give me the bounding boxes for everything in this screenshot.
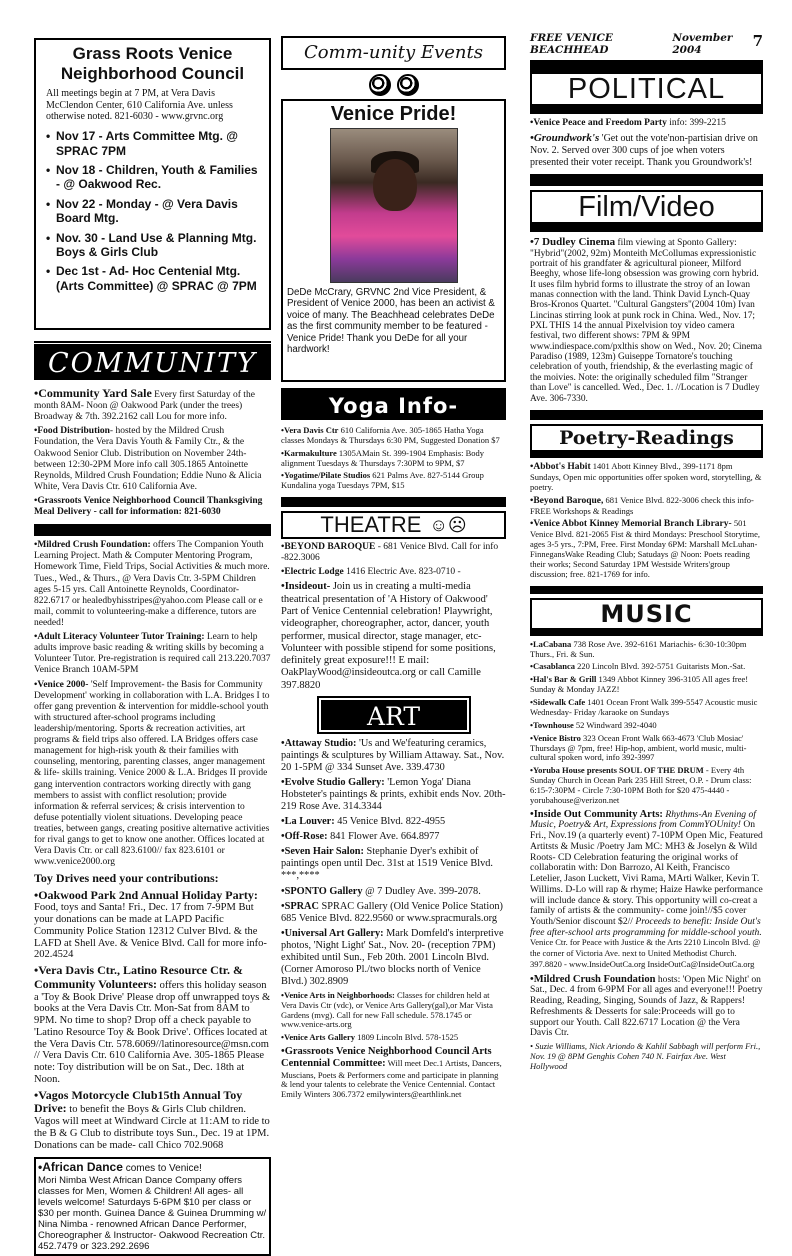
theatre-heading: THEATRE ☺☹ — [281, 511, 506, 539]
divider-bar — [530, 586, 763, 594]
grassroots-item: • Nov 22 - Monday - @ Vera Davis Board Mtg. — [46, 196, 238, 226]
music-item: • Hal's Bar & Grill 1349 Abbot Kinney 396-3105 All ages free! Sunday & Monday JAZZ! — [530, 675, 763, 695]
grassroots-title: Grass Roots Venice Neighborhood Council — [60, 44, 245, 84]
art-item: • Evolve Studio Gallery: 'Lemon Yoga' Diana Hobsteter's paintings & prints, exhibit ends Nov. 20th- 219 Rose Ave. 314.3344 — [281, 777, 506, 813]
art-item: • Grassroots Venice Neighborhood Council Arts Centennial Committee: Will meet Dec.1 Artists, Dancers, Muscians, Poets & Performers come and participate in planning & lend your talents to celebrate the Venice Centennial. Contact Emily Winters 306.7372 emilywinters@earthlink.net — [281, 1046, 506, 1100]
divider-bar — [34, 524, 271, 536]
middle-column — [281, 0, 506, 1224]
community-item: • Food Distribution- hosted by the Mildred Crush Foundation, the Vera Davis Youth & Family Ctr., & the Oakwood Senior Club. Distribution on November 24th-between 12:30-2PM More info call 305.1865 Antoinette Reynolds, Mildred Crush Foundation; Eddie Nuno & Alicia White, Vera Davis Ctr. 610 California Ave. — [34, 426, 271, 493]
music-item: • Sidewalk Cafe 1401 Ocean Front Walk 399-5547 Acoustic music Wednesday- Friday /karaoke on Sundays — [530, 698, 763, 718]
community-item: • Grassroots Venice Neighborhood Council Thanksgiving Meal Delivery - call for information: 821-6030 — [34, 496, 271, 518]
divider-bar — [530, 630, 763, 636]
insideout-item: • Inside Out Community Arts: Rhythms-An Evening of Music, Poetry& Art, Expressions from CommYOUnity! On Fri., Nov.19 (a quarterly event) 7-10PM Open Mic, Featured Artitsts & Music /Poetry Jam MC: MH3 & Joselyn & Wild Roots- CD Celebration featuring the original works of collaboratin with: Don Barrozo, Al Keith, Francisco Letelier, Jason Luckett, Vivi Rama, MArti Walker, Kevin T. Willims. D-Lo will rap & rhyme; Haize Hawke performance will include dance & story. This opportunity will co-creat a family of artists & the community- come join!//$5 cover Youth/Senior discount $2// Proceeds to benefit: Inside Out's free after-school arts programming for middle-school youth. Venice Ctr. for Peace with Justice & the Arts 2210 Lincoln Blvd. @ the corner of Victoria Ave. next to United Methodist Church. 397.8820 - www.InsideOutCa.org InsideOutCa@InsideOutCa.org — [530, 809, 763, 971]
community-list — [34, 386, 271, 1256]
yoga-item: • Karmakulture 1305AMain St. 399-1904 Emphasis: Body alignment Tuesdays & Thursdays 7:30PM to 9PM, $7 — [281, 449, 506, 469]
venice-pride-title: Venice Pride! — [330, 103, 457, 125]
suzie-williams-item: • Suzie Williams, Nick Ariondo & Kahlil Sabbagh will perform Fri., Nov. 19 @ 8PM Genghis Cohen 740 N. Fairfax Ave. West Hollywood — [530, 1041, 761, 1071]
political-item: • Venice Peace and Freedom Party info: 399-2215 — [530, 118, 763, 129]
yoga-heading: Yoga Info- — [281, 388, 506, 420]
art-item: • Venice Arts Gallery 1809 Lincoln Blvd. 578-1525 — [281, 1033, 506, 1043]
grassroots-item: • Nov 18 - Children, Youth & Families - @ Oakwood Rec. — [46, 162, 258, 192]
art-item: • SPRAC SPRAC Gallery (Old Venice Police Station) 685 Venice Blvd. 822.9560 or www.spracmurals.org — [281, 901, 506, 925]
divider-bar — [530, 452, 763, 458]
grassroots-item: • Nov. 30 - Land Use & Planning Mtg. Boys & Girls Club — [46, 230, 257, 259]
grassroots-item: • Dec 1st - Ad- Hoc Centenial Mtg. (Arts Committee) @ SPRAC @ 7PM — [46, 264, 257, 293]
dede-photo — [330, 128, 458, 283]
art-list — [281, 738, 506, 1100]
globe-icons — [281, 74, 506, 96]
poetry-item: • Venice Abbot Kinney Memorial Branch Library- 501 Venice Blvd. 821-2065 Fist & third Mondays: Preschool Storytime, ages 3-5 yrs., 7:PM, Free. First Monday 6PM: Marshall McLuhan-FinnegansWake Reading Club; Satudays @ Noon: Poets reading their works; Second Saturday 1PM Westside Writers'group discussion; free. 821-1769 for info. — [530, 519, 763, 579]
community-item: • Adult Literacy Volunteer Tutor Training: Learn to help adults improve basic reading & writing skills by becoming a Volunteer Tutor. Pre-registration is required call 213.220.7037 Venice Branch 10AM-5PM — [34, 632, 271, 676]
music-item: • Venice Bistro 323 Ocean Front Walk 663-4673 'Club Mosiac' Thursdays @ 7pm, free! Hip-hop, ambient, world music, multi-cultural spoken word, info 392-3997 — [530, 734, 763, 764]
toy-drive-heading: Toy Drives need your contributions: — [34, 871, 219, 886]
masthead — [530, 32, 763, 56]
yoga-item: • Yogatime/Pilate Studios 621 Palms Ave. 827-5144 Group Kundalina yoga Tuesdays 7PM, $15 — [281, 471, 506, 491]
divider-bar — [530, 174, 763, 186]
art-item: • SPONTO Gallery @ 7 Dudley Ave. 399-2078. — [281, 886, 506, 898]
art-item: • Off-Rose: 841 Flower Ave. 664.8977 — [281, 831, 506, 843]
yoga-list — [281, 426, 506, 491]
right-column — [530, 0, 763, 1224]
art-item: • Venice Arts in Neighborhoods: Classes for children held at Vera Davis Ctr (vdc), or Venice Arts Gallery(gal),or Mar Vista Gardens (mvg). Call for new Fall schedule. 578.1745 or www.venice-arts.org — [281, 991, 506, 1030]
globe-icon — [397, 74, 419, 96]
music-item: • Townhouse 52 Windward 392-4040 — [530, 721, 763, 731]
left-column — [34, 0, 271, 1253]
community-heading: COMMUNITY — [34, 340, 271, 380]
film-item: • 7 Dudley Cinema film viewing at Sponto Gallery: "Hybrid"(2002, 92m) Monteith McCollumas expressionistic portrait of his grandfater & agricultural pioneer, Milford Beeghy, whose life-long obsession was growing corn hybrid. It uses film hybrid forms to illustrate the stroy of an Iowan manas connection with the land. Think David Lynch-Quay Bros-Kronos Quartet. "Cultural Gangsters"(2004 10m) Ivan Lincinas stirring look at punk rock in China. Wed., Nov. 17; PXL THIS 14 the annual Pixelvision toy video camera festival, two different shows: 7PM & 9PM www.indiespace.com/pxlthis show on Wed., Nov. 20; Cinema Paradiso (1989, 123m) Guiseppe Tornatore's touching celebration of youth, friendship, & the everlasting magic of the moivies. Note: the originally scheduled film "Stranger than Love" is cancelled. Wed., Dec. 1. //Location is 7 Dudley Ave. 306-7330. — [530, 236, 763, 404]
globe-icon — [369, 74, 391, 96]
events-heading: Comm-unity Events — [281, 36, 506, 70]
african-dance-box: • African Dance comes to Venice! Mori Nimba West African Dance Company offers classes for Men, Women & Children! All ages- all levels welcome! Saturdays 5-6PM $10 per class or $30 per month. Guinea Dance & Guinea Drumming w/ Nina Nimba - renowned African Dance Performer, Choreographer & Instructor- Oakwood Recreation Ctr. 452.7479 or 323.292.2696 — [34, 1157, 271, 1256]
mildred-open-mic-item: • Mildred Crush Foundation hosts: 'Open Mic Night' on Sat., Dec. 4 from 6-9PM For all ages and everyone!!! Poetry Reading, Reading, Singing, Sounds of Jazz, & Rappers! Refreshments & Desserts for sale:Proceeds will go to support our Youth. Call 822.6717 Location @ the Vera Davis Ctr. — [530, 974, 763, 1039]
music-heading: MUSIC — [530, 598, 763, 630]
political-heading: POLITICAL — [530, 72, 763, 106]
page-number: 7 — [752, 32, 763, 50]
issue-date: November 2004 — [672, 32, 733, 56]
community-item: • Community Yard Sale Every first Saturday of the month 8AM- Noon @ Oakwood Park (under the trees) Broadway & 7th. 392.2162 call Lou for more info. — [34, 386, 271, 423]
art-item: • Universal Art Gallery: Mark Domfeld's interpretive photos, 'Night Light' Sat., Nov. 20- (reception 7PM) exhibited until Sun., Feb 20th. 2001 Lincoln Blvd. (Corner Amoroso Pl./two blocks north of Venice Blvd.) 302.8909 — [281, 928, 506, 988]
music-list — [530, 640, 763, 1072]
theatre-masks-icon: ☺☹ — [429, 515, 467, 536]
toy-drive-item: • Vera Davis Ctr., Latino Resource Ctr. & Community Volunteers: offers this holiday season a 'Toy & Book Drive' Please drop off unwrapped toys & books at the Vera Davis Ctr. Mon-Sat from 8AM to 9PM. No time to shop? Drop off a check payable to 'Latino Resource Toy & Book Drive'. Offices located at the Vera Davis Ctr. 578.6069//latinoresource@msn.com // Vera Davis Ctr. 610 California Ave. 305-1865 Please note: Toy distribution will be on Sat., Dec. 18th at Noon. — [34, 964, 271, 1086]
art-item: • Attaway Studio: 'Us and We'featuring ceramics, paintings & sculptures by William Attaway. Sat., Nov. 20 1-5PM @ 334 Sunset Ave. 339.4730 — [281, 738, 506, 774]
divider-bar — [281, 497, 506, 507]
theatre-item: • Insideout- Join us in creating a multi-media theatrical presentation of 'A History of Oakwood' Part of Venice Centennial celebration! Playwright, videographer, choreographer, actor, dancer, youth performer, musical director, stage manager, etc- Volunteer with possible stipend for some positions, definitely great exposure!!! E mail: OakPlayWood@insideoutca.org or call Camille 397.8820 — [281, 581, 506, 692]
theatre-item: • Electric Lodge 1416 Electric Ave. 823-0710 - — [281, 567, 506, 578]
divider-bar — [530, 224, 763, 232]
divider-bar — [530, 60, 763, 72]
film-heading: Film/Video — [530, 190, 763, 224]
theatre-item: • BEYOND BAROQUE - 681 Venice Blvd. Call for info -822.3006 — [281, 542, 506, 564]
grassroots-item: • Nov 17 - Arts Committee Mtg. @ SPRAC 7PM — [46, 129, 238, 158]
music-item: • Casablanca 220 Lincoln Blvd. 392-5751 Guitarists Mon.-Sat. — [530, 662, 763, 672]
divider-bar — [530, 106, 763, 114]
poetry-item: • Beyond Baroque, 681 Venice Blvd. 822-3006 check this info- FREE Workshops & Readings — [530, 496, 763, 517]
art-heading: ART — [319, 698, 469, 732]
african-dance-text: Mori Nimba West African Dance Company offers classes for Men, Women & Children! All ages- all levels welcome! Saturdays 5-6PM $10 per class or $30 per month. Guinea Dance & Guinea Drumming w/ Nina Nimba - renowned African Dance Performer, Choreographer & Instructor- Oakwood Recreation Ctr. 452.7479 or 323.292.2696 — [38, 1175, 267, 1253]
theatre-list — [281, 542, 506, 692]
political-item: • Groundwork's 'Get out the vote'non-partisian drive on Nov. 2. Served over 300 cups of joe when voters presented their voter receipt. Thank you Groundwork's! — [530, 132, 763, 168]
art-item: • La Louver: 45 Venice Blvd. 822-4955 — [281, 816, 506, 828]
poetry-item: • Abbot's Habit 1401 Abott Kinney Blvd., 399-1171 8pm Sundays, Open mic opportunities offer spoken word, storytelling, & poetry. — [530, 462, 763, 493]
venice-pride-caption: DeDe McCrary, GRVNC 2nd Vice President, & President of Venice 2000, has been an activist & voice of many. The Beachhead celebrates DeDe as the first community member to be featured - Venice Pride! Thank you DeDe for all your hardwork! — [287, 287, 495, 356]
poetry-heading: Poetry-Readings — [530, 424, 763, 452]
yoga-item: • Vera Davis Ctr 610 California Ave. 305-1865 Hatha Yoga classes Mondays & Thursdays 6:30 PM, Suggested Donation $7 — [281, 426, 506, 446]
grassroots-intro: All meetings begin at 7 PM, at Vera Davis McClendon Center, 610 California Ave. unless otherwise noted. 821-6030 - www.grvnc.org — [46, 87, 233, 123]
toy-drive-item: • Oakwood Park 2nd Annual Holiday Party: Food, toys and Santa! Fri., Dec. 17 from 7-9PM But your donations can be made at LAPD Pacific Community Police Station 12312 Culver Blvd. & the LAFD at Shell Ave. & Venice Blvd. Call for more info- 202.4524 — [34, 889, 271, 962]
community-item: • Venice 2000- 'Self Improvement- the Basis for Community Development' working in collaboration with L.A. Bridges I to offer gang prevention & intervention for middle-school youth with structured after-school programs including leadership/mentoring. Sports & recreation activities, art programs & field trips also offered. LA Bridges offers case management for high-risk youth & their families with counseling, mentoring, parenting classes, anger management & life- skills training. Venice 2000 & L.A. Bridges II provide gang intervention contractors working directly with gang members to assist with conflict resolution; provide information & referral services; & crisis intervention to defuse potentially violent situations. Developing peace treaties, between gangs, creating positive alternative activities for rival gangs to get to know one another. Offices located at Vera Davis Ctr. or call 823.6100// fax 823.6101 or www.venice2000.org — [34, 680, 271, 869]
grassroots-box — [34, 38, 271, 330]
paper-name: FREE VENICE BEACHHEAD — [530, 32, 613, 56]
divider-bar — [530, 410, 763, 420]
music-item: • Yoruba House presents SOUL OF THE DRUM - Every 4th Sunday Church in Ocean Park 235 Hill Street, O.P. - Drum class: 6:15-7:30PM - Circle 7:30-10PM Both for $20 475-4440 - yorubahouse@verizon.net — [530, 766, 763, 805]
music-item: • LaCabana 738 Rose Ave. 392-6161 Mariachis- 6:30-10:30pm Thurs., Fri. & Sun. — [530, 640, 763, 660]
art-item: • Seven Hair Salon: Stephanie Dyer's exhibit of paintings open until Dec. 31st at 1519 Venice Blvd. ***,**** — [281, 846, 506, 882]
toy-drive-item: • Vagos Motorcycle Club15th Annual Toy Drive: to benefit the Boys & Girls Club children. Vagos will meet at Windward Circle at 11:AM to ride to the B & G Club to distribute toys Sun., Dec. 19 at 1PM. Donations can be made- call Chico 702.9068 — [34, 1089, 271, 1152]
venice-pride-box — [281, 99, 506, 382]
community-item: • Mildred Crush Foundation: offers The Companion Youth Learning Project. Math & Computer Mentoring Program, Homework Time, Field Trips, Social Activities & much more. Tues., Wed., & Thurs., @ Vera Davis Ctr. 3-5PM Children ages 5-15 yrs. Call Antoinette Reynolds, Coordinator- 822.6717 or healedbyhisstripes@yahoo.com Please call or e mail, commit to volunteering-make a difference, tutors are needed! — [34, 540, 271, 629]
